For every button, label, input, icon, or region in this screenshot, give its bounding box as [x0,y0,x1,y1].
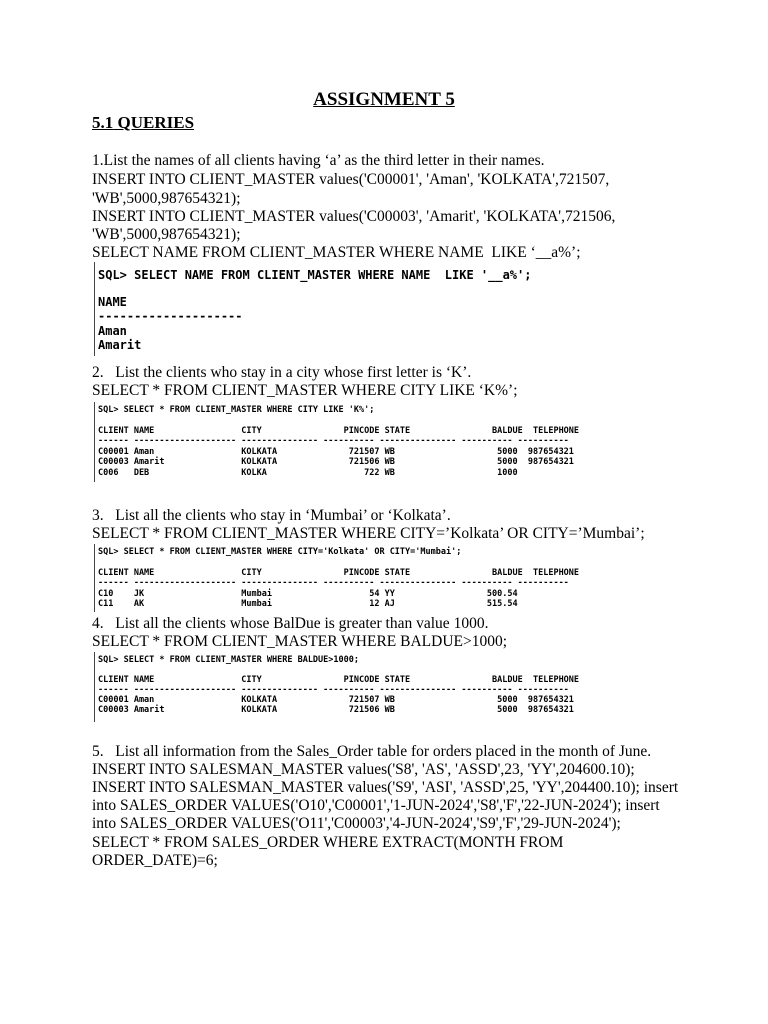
q2-line: 2. List the clients who stay in a city whose first letter is ‘K’. [92,364,472,381]
sql-prompt: SQL> SELECT * FROM CLIENT_MASTER WHERE CITY='Kolkata' OR CITY='Mumbai'; [98,547,462,557]
result-row: C11 AK Mumbai 12 AJ 515.54 [98,599,518,609]
q1-line: 'WB',5000,987654321); [92,226,241,243]
q2-output-screenshot [94,402,654,482]
sql-prompt: SQL> SELECT * FROM CLIENT_MASTER WHERE BALDUE>1000; [98,655,359,665]
column-rule: ------ -------------------- --------------- ---------- --------------- ---------- ---------- [98,685,569,695]
column-header: CLIENT NAME CITY PINCODE STATE BALDUE TELEPHONE [98,426,580,436]
q5-line: INSERT INTO SALESMAN_MASTER values('S9', 'ASI', 'ASSD',25, 'YY',204400.10); insert [92,779,679,796]
q1-line: INSERT INTO CLIENT_MASTER values('C00001', 'Aman', 'KOLKATA',721507, [92,171,610,188]
result-row: C10 JK Mumbai 54 YY 500.54 [98,589,518,599]
section-heading [92,113,194,133]
q5-line: SELECT * FROM SALES_ORDER WHERE EXTRACT(MONTH FROM [92,834,564,851]
q4-line: 4. List all the clients whose BalDue is greater than value 1000. [92,615,489,632]
q5-line: ORDER_DATE)=6; [92,852,218,869]
result-row: Amarit [98,338,142,352]
q1-line: 'WB',5000,987654321); [92,190,241,207]
q4-output-screenshot [94,652,634,722]
q5-line: into SALES_ORDER VALUES('O10','C00001','1-JUN-2024','S8','F','22-JUN-2024'); insert [92,797,660,814]
q1-output-screenshot [94,262,574,356]
result-row: C00003 Amarit KOLKATA 721506 WB 5000 987654321 [98,705,574,715]
result-row: C00001 Aman KOLKATA 721507 WB 5000 987654321 [98,695,574,705]
sql-prompt: SQL> SELECT NAME FROM CLIENT_MASTER WHERE NAME LIKE '__a%'; [98,268,532,282]
column-rule: -------------------- [98,309,243,323]
result-row: C006 DEB KOLKA 722 WB 1000 [98,468,518,478]
q4-line: SELECT * FROM CLIENT_MASTER WHERE BALDUE>1000; [92,633,508,650]
column-header: CLIENT NAME CITY PINCODE STATE BALDUE TELEPHONE [98,675,580,685]
result-row: C00003 Amarit KOLKATA 721506 WB 5000 987654321 [98,457,574,467]
column-rule: ------ -------------------- --------------- ---------- --------------- ---------- ---------- [98,436,569,446]
section-name: QUERIES [117,113,195,132]
column-rule: ------ -------------------- --------------- ---------- --------------- ---------- ---------- [98,578,569,588]
result-row: C00001 Aman KOLKATA 721507 WB 5000 987654321 [98,447,574,457]
q5-line: 5. List all information from the Sales_Order table for orders placed in the month of June. [92,743,652,760]
sql-prompt: SQL> SELECT * FROM CLIENT_MASTER WHERE CITY LIKE 'K%'; [98,405,375,415]
q1-line: 1.List the names of all clients having ‘a’ as the third letter in their names. [92,152,545,169]
q3-output-screenshot [94,544,654,612]
document-title: ASSIGNMENT 5 [313,89,455,110]
q3-line: 3. List all the clients who stay in ‘Mumbai’ or ‘Kolkata’. [92,507,451,524]
q1-line: SELECT NAME FROM CLIENT_MASTER WHERE NAME LIKE ‘__a%’; [92,244,581,261]
q5-line: INSERT INTO SALESMAN_MASTER values('S8', 'AS', 'ASSD',23, 'YY',204600.10); [92,761,635,778]
q3-line: SELECT * FROM CLIENT_MASTER WHERE CITY=’Kolkata’ OR CITY=’Mumbai’; [92,525,645,542]
column-header: NAME [98,295,127,309]
column-header: CLIENT NAME CITY PINCODE STATE BALDUE TELEPHONE [98,568,580,578]
q2-line: SELECT * FROM CLIENT_MASTER WHERE CITY LIKE ‘K%’; [92,382,518,399]
result-row: Aman [98,324,127,338]
q5-line: into SALES_ORDER VALUES('O11','C00003','4-JUN-2024','S9','F','29-JUN-2024'); [92,815,621,832]
q1-line: INSERT INTO CLIENT_MASTER values('C00003', 'Amarit', 'KOLKATA',721506, [92,208,616,225]
section-number: 5.1 [92,113,114,132]
